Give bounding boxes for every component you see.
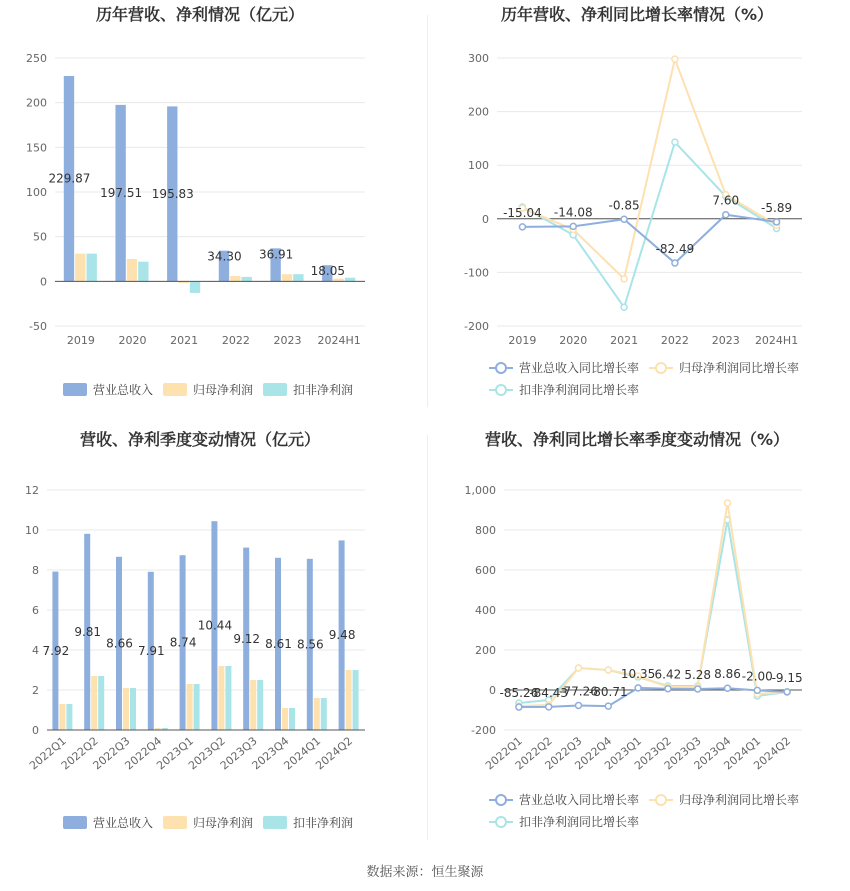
quarterly-amount-title: 营收、净利季度变动情况（亿元） — [79, 430, 321, 449]
annual-amount-data-label: 197.51 — [100, 186, 143, 201]
quarterly-amount-xtick-label: 2023Q1 — [154, 734, 197, 773]
legend-swatch — [263, 383, 287, 396]
annual-growth-series-point — [570, 223, 576, 229]
quarterly-amount-bar-net — [123, 688, 129, 730]
quarterly-growth-series-point — [725, 685, 731, 691]
legend-label: 归母净利润 — [193, 816, 254, 830]
quarterly-growth-data-label: 8.86 — [714, 667, 741, 682]
quarterly-amount-data-label: 8.61 — [265, 636, 292, 651]
quarterly-amount-bar-deducted — [66, 704, 72, 730]
quarterly-growth-series-point — [576, 665, 582, 671]
annual-amount-bar-deducted — [87, 254, 97, 282]
quarterly-amount-bar-net — [314, 698, 320, 730]
legend-swatch — [63, 383, 87, 396]
legend-marker — [496, 817, 506, 827]
annual-amount-data-label: 36.91 — [258, 247, 294, 262]
annual-amount-bar-deducted — [138, 262, 148, 282]
legend-swatch — [263, 816, 287, 829]
annual-amount-xtick-label: 2023 — [273, 334, 302, 347]
quarterly-growth-xtick-label: 2022Q4 — [572, 734, 615, 773]
annual-amount-bar-net — [127, 259, 137, 281]
annual-growth-data-label: -0.85 — [608, 198, 640, 213]
annual-growth-chart — [427, 0, 850, 420]
quarterly-amount-bar-deducted — [257, 680, 263, 730]
quarterly-growth-ytick-label: 400 — [475, 604, 496, 617]
annual-amount-bar-deducted — [190, 281, 200, 293]
annual-amount-ytick-label: 100 — [26, 186, 47, 199]
quarterly-amount-data-label: 9.81 — [74, 624, 102, 639]
quarterly-growth-xtick-label: 2023Q4 — [691, 734, 734, 773]
quarterly-amount-data-label: 7.92 — [42, 643, 70, 658]
quarterly-amount-data-label: 7.91 — [137, 643, 165, 658]
legend-label: 营业总收入同比增长率 — [519, 361, 640, 375]
annual-growth-series-point — [672, 139, 678, 145]
quarterly-amount-ytick-label: 12 — [25, 484, 39, 497]
quarterly-growth-series-point — [605, 667, 611, 673]
quarterly-growth-ytick-label: 0 — [489, 684, 496, 697]
legend-marker — [656, 363, 666, 373]
quarterly-amount-bar-net — [218, 666, 224, 730]
annual-amount-title: 历年营收、净利情况（亿元） — [95, 5, 305, 24]
quarterly-growth-xtick-label: 2023Q2 — [632, 734, 674, 773]
quarterly-amount-bar-net — [250, 680, 256, 730]
quarterly-amount-ytick-label: 2 — [32, 684, 39, 697]
annual-growth-xtick-label: 2023 — [711, 334, 740, 347]
annual-growth-ytick-label: -100 — [464, 266, 489, 280]
annual-growth-series-point — [519, 224, 525, 230]
annual-amount-ytick-label: 250 — [26, 52, 47, 65]
quarterly-growth-series-point — [754, 687, 760, 693]
legend-swatch — [163, 383, 187, 396]
quarterly-growth-series-point — [635, 685, 641, 691]
annual-growth-ytick-label: -200 — [464, 320, 489, 333]
quarterly-amount-ytick-label: 4 — [32, 644, 39, 657]
quarterly-amount-ytick-label: 8 — [32, 564, 39, 577]
legend-label: 归母净利润同比增长率 — [679, 361, 800, 375]
annual-growth-series-line — [522, 59, 776, 279]
quarterly-amount-xtick-label: 2022Q2 — [58, 734, 101, 773]
annual-amount-data-label: 18.05 — [310, 264, 345, 279]
quarterly-amount-data-label: 9.12 — [233, 631, 261, 646]
quarterly-growth-data-label: -80.71 — [588, 685, 628, 700]
quarterly-amount-ytick-label: 0 — [32, 724, 39, 737]
annual-amount-ytick-label: 50 — [33, 230, 47, 244]
annual-amount-bar-net — [230, 276, 240, 281]
quarterly-amount-bar-deducted — [225, 666, 231, 730]
annual-growth-xtick-label: 2021 — [610, 334, 639, 347]
quarterly-amount-xtick-label: 2022Q3 — [90, 734, 133, 773]
annual-amount-xtick-label: 2024H1 — [317, 334, 361, 347]
quarterly-amount-data-label: 8.66 — [106, 636, 133, 651]
legend-label: 营业总收入 — [93, 383, 154, 397]
quarterly-growth-series-point — [695, 686, 701, 692]
quarterly-amount-bar-deducted — [130, 688, 136, 730]
annual-amount-bar-deducted — [242, 277, 252, 281]
annual-growth-ytick-label: 300 — [468, 52, 489, 65]
quarterly-growth-xtick-label: 2024Q2 — [751, 734, 794, 773]
quarterly-amount-data-label: 8.56 — [296, 637, 324, 652]
annual-growth-data-label: -5.89 — [761, 200, 793, 215]
quarterly-growth-xtick-label: 2022Q1 — [483, 734, 525, 773]
annual-growth-ytick-label: 200 — [468, 105, 489, 119]
quarterly-growth-data-label: 5.28 — [684, 667, 712, 682]
quarterly-amount-xtick-label: 2022Q4 — [122, 734, 165, 773]
legend-swatch — [163, 816, 187, 829]
quarterly-amount-xtick-label: 2023Q3 — [217, 734, 260, 773]
quarterly-amount-ytick-label: 6 — [32, 604, 39, 617]
quarterly-amount-xtick-label: 2022Q1 — [27, 734, 69, 773]
legend-label: 扣非净利润同比增长率 — [519, 383, 640, 397]
quarterly-amount-bar-net — [59, 704, 65, 730]
quarterly-amount-bar-net — [187, 684, 193, 730]
legend-label: 扣非净利润 — [293, 383, 354, 397]
quarterly-growth-series-point — [576, 702, 582, 708]
quarterly-growth-ytick-label: 600 — [475, 564, 496, 577]
quarterly-amount-bar-deducted — [289, 708, 295, 730]
quarterly-amount-data-label: 10.44 — [197, 618, 233, 633]
legend-swatch — [63, 816, 87, 829]
legend-marker — [496, 795, 506, 805]
annual-amount-ytick-label: -50 — [29, 320, 47, 333]
annual-amount-bar-deducted — [293, 274, 303, 281]
quarterly-amount-xtick-label: 2024Q2 — [313, 734, 356, 773]
annual-growth-series-point — [621, 304, 627, 310]
annual-growth-ytick-label: 100 — [468, 159, 489, 173]
quarterly-growth-data-label: -77.26 — [559, 684, 598, 699]
quarterly-amount-bar-deducted — [194, 684, 200, 730]
legend-label: 归母净利润 — [193, 383, 254, 397]
legend-label: 扣非净利润同比增长率 — [519, 815, 640, 829]
annual-amount-data-label: 195.83 — [151, 186, 194, 201]
quarterly-growth-xtick-label: 2022Q3 — [542, 734, 585, 773]
quarterly-amount-bar-net — [282, 708, 288, 730]
quarterly-amount-chart — [0, 420, 427, 860]
annual-growth-series-point — [621, 276, 627, 282]
annual-amount-bar-net — [75, 254, 85, 282]
legend-label: 营业总收入 — [93, 816, 154, 830]
quarterly-growth-series-point — [784, 689, 790, 695]
annual-amount-xtick-label: 2021 — [170, 334, 199, 347]
quarterly-growth-data-label: -84.43 — [529, 685, 569, 700]
quarterly-amount-ytick-label: 10 — [25, 524, 39, 537]
quarterly-growth-xtick-label: 2022Q2 — [512, 734, 555, 773]
annual-amount-xtick-label: 2022 — [221, 334, 250, 347]
quarterly-growth-ytick-label: 200 — [475, 644, 496, 657]
annual-amount-xtick-label: 2020 — [118, 334, 147, 347]
legend-marker — [656, 795, 666, 805]
quarterly-amount-data-label: 8.74 — [169, 635, 197, 650]
annual-growth-data-label: -82.49 — [655, 242, 695, 257]
quarterly-amount-bar-deducted — [321, 698, 327, 730]
annual-growth-ytick-label: 0 — [482, 212, 489, 226]
quarterly-growth-ytick-label: 1,000 — [464, 484, 496, 497]
quarterly-growth-data-label: 6.42 — [654, 667, 682, 682]
annual-growth-series-point — [723, 212, 729, 218]
legend-marker — [496, 363, 506, 373]
annual-growth-xtick-label: 2019 — [508, 334, 537, 347]
annual-growth-series-point — [621, 216, 627, 222]
annual-growth-data-label: 7.60 — [712, 193, 740, 208]
quarterly-growth-xtick-label: 2023Q1 — [602, 734, 645, 773]
quarterly-growth-data-label: -2.00 — [741, 669, 773, 684]
annual-growth-xtick-label: 2020 — [559, 334, 588, 347]
quarterly-growth-series-point — [725, 500, 731, 506]
quarterly-growth-xtick-label: 2024Q1 — [721, 734, 764, 773]
quarterly-growth-ytick-label: 800 — [475, 524, 496, 537]
annual-amount-xtick-label: 2019 — [66, 334, 95, 347]
quarterly-amount-bar-deducted — [353, 670, 359, 730]
annual-growth-data-label: -14.08 — [553, 205, 593, 220]
annual-growth-xtick-label: 2022 — [660, 334, 689, 347]
quarterly-growth-ytick-label: -200 — [471, 724, 496, 737]
data-source-note: 数据来源：恒生聚源 — [366, 865, 484, 880]
quarterly-growth-series-point — [546, 704, 552, 710]
annual-growth-xtick-label: 2024H1 — [754, 334, 799, 347]
annual-growth-series-point — [774, 219, 780, 225]
quarterly-growth-title: 营收、净利同比增长率季度变动情况（%） — [484, 430, 790, 449]
quarterly-growth-xtick-label: 2023Q3 — [661, 734, 704, 773]
quarterly-amount-bar-deducted — [98, 676, 104, 730]
quarterly-amount-bar-net — [346, 670, 352, 730]
annual-amount-chart — [0, 0, 427, 420]
annual-growth-data-label: -15.04 — [503, 205, 542, 220]
legend-label: 营业总收入同比增长率 — [519, 793, 640, 807]
annual-growth-title: 历年营收、净利同比增长率情况（%） — [500, 5, 774, 24]
quarterly-amount-data-label: 9.48 — [328, 628, 356, 643]
quarterly-growth-data-label: -9.15 — [771, 670, 803, 685]
quarterly-growth-data-label: -85.26 — [499, 686, 539, 701]
legend-label: 归母净利润同比增长率 — [679, 793, 800, 807]
annual-amount-bar-deducted — [345, 278, 355, 282]
quarterly-growth-data-label: 10.35 — [620, 666, 656, 681]
quarterly-growth-series-point — [516, 704, 522, 710]
quarterly-amount-xtick-label: 2024Q1 — [281, 734, 324, 773]
annual-amount-bar-net — [282, 274, 292, 281]
quarterly-growth-series-point — [665, 686, 671, 692]
quarterly-amount-xtick-label: 2023Q2 — [186, 734, 228, 773]
quarterly-growth-series-point — [605, 703, 611, 709]
quarterly-amount-bar-net — [91, 676, 97, 730]
quarterly-growth-chart — [427, 420, 850, 860]
annual-amount-data-label: 34.30 — [207, 249, 242, 264]
annual-amount-data-label: 229.87 — [48, 171, 91, 186]
annual-growth-series-point — [672, 56, 678, 62]
quarterly-amount-xtick-label: 2023Q4 — [249, 734, 292, 773]
legend-marker — [496, 385, 506, 395]
legend-label: 扣非净利润 — [293, 816, 354, 830]
annual-amount-ytick-label: 0 — [40, 275, 47, 289]
annual-amount-ytick-label: 200 — [26, 96, 47, 110]
annual-growth-series-point — [672, 260, 678, 266]
annual-amount-ytick-label: 150 — [26, 141, 47, 155]
